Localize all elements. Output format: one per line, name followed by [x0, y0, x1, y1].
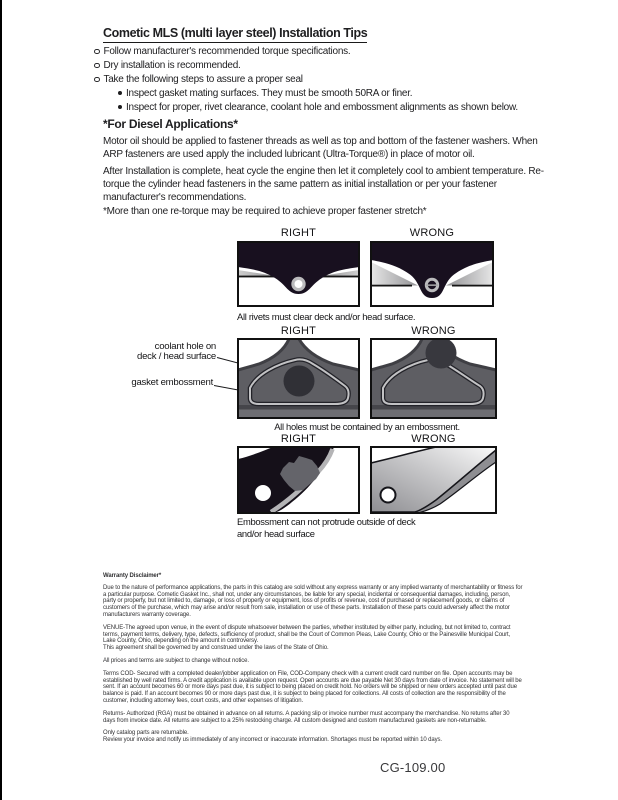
diesel-paragraph-1: Motor oil should be applied to fastener threads as well as top and bottom of the fastener washers. When ARP fasteners are used apply the included lubricant (Ultra-Torque®) in place of motor oil.	[103, 136, 538, 161]
open-bullet-icon	[94, 77, 100, 83]
legal-paragraph: Only catalog parts are returnable.	[103, 730, 189, 737]
diagram-protrusion-wrong	[370, 446, 497, 514]
tip-text: Take the following steps to assure a proper seal	[103, 74, 303, 85]
open-bullet-icon	[94, 49, 100, 55]
tip-text: Dry installation is recommended.	[103, 60, 241, 71]
tip-text: Follow manufacturer's recommended torque specifications.	[103, 46, 351, 57]
row1-caption: All rivets must clear deck and/or head surface.	[237, 311, 416, 322]
coolant-hole-icon	[284, 366, 315, 397]
installation-tips-list	[94, 45, 564, 115]
document-code: CG-109.00	[380, 760, 446, 775]
row3-caption	[237, 516, 415, 540]
tip-text: Inspect for proper, rivet clearance, coolant hole and embossment alignments as shown below.	[126, 102, 518, 113]
list-item	[118, 87, 564, 101]
diesel-section-heading: *For Diesel Applications*	[103, 117, 238, 131]
row1-right-label: RIGHT	[280, 227, 317, 239]
legal-paragraph: This agreement shall be governed by and construed under the laws of the State of Ohio.	[103, 645, 329, 652]
row3-wrong-label: WRONG	[411, 433, 456, 445]
open-bullet-icon	[94, 63, 100, 69]
row3-right-label: RIGHT	[280, 433, 317, 445]
legal-paragraph: Due to the nature of performance applications, the parts in this catalog are sold without any express warranty or any implied warranty of merchantability or fitness for a particular purpose. Cometic Gasket Inc., shall not, under any circumstances, be liable for any special, incidental or consequential damages, including, person, party or property, but not limited to, damage, or loss of property or equipment, loss of profits or revenue, cost of purchased or replacement goods, or claims of customers of the purchase, which may arise and/or result from sale, installation or use of these parts. Installation of these parts could adversely affect the motor manufacturers warranty coverage.	[103, 584, 523, 618]
coolant-hole-callout: deck / head surface	[137, 351, 216, 362]
row2-wrong-label: WRONG	[411, 325, 456, 337]
bolt-hole-icon	[381, 488, 396, 503]
bolt-hole-icon	[255, 485, 271, 501]
page-edge-line	[0, 0, 2, 800]
retorque-note: *More than one re-torque may be required to achieve proper fastener stretch*	[103, 206, 427, 217]
legal-paragraph: Terms COD- Secured with a completed dealer/jobber application on File, COD-Company check with a current credit card number on file. Open accounts may be established by well rated firms. A credit application is available upon request. Open accounts are due payable Net 30 days from date of invoice. No statement will be sent. If an account becomes 60 or more days past due, it is subject to being placed on credit hold. No orders will be shipped or new orders accepted until past due balance is paid. If an account becomes 90 or more days past due, it is subject to being placed for collections. All costs of collection are the responsibility of the customer, including attorney fees, court costs, and other expenses of litigation.	[103, 670, 522, 704]
legal-paragraph: Returns- Authorized (RGA) must be obtained in advance on all returns. A packing slip or invoice number must accompany the merchandise. No returns after 30 days from invoice date. All returns are subject to a 25% restocking charge. All custom designed and custom manufactured gaskets are non-returnable.	[103, 710, 510, 724]
legal-paragraph: Review your invoice and notify us immediately of any incorrect or inaccurate information. Shortages must be reported within 10 days.	[103, 737, 442, 744]
row3-caption-line1: Embossment can not protrude outside of deck	[237, 516, 416, 527]
filled-bullet-icon	[118, 91, 122, 95]
list-item	[94, 73, 564, 87]
page-title: Cometic MLS (multi layer steel) Installation Tips	[103, 26, 367, 43]
tip-text: Inspect gasket mating surfaces. They must be smooth 50RA or finer.	[126, 88, 413, 99]
diesel-paragraph-2: After Installation is complete, heat cycle the engine then let it completely cool to ambient temperature. Re-torque the cylinder head fasteners in the same pattern as initial installation or per your fastener manufacturer's recommendations.	[103, 166, 544, 204]
coolant-hole-icon	[426, 338, 457, 369]
legal-heading: Warranty Disclaimer*	[103, 573, 162, 579]
list-item	[94, 45, 564, 59]
list-item	[94, 59, 564, 73]
legal-paragraph: VENUE-The agreed upon venue, in the event of dispute whatsoever between the parties, whether instituted by either party, including, but not limited to, contract terms, payment terms, delivery, type, defects, sufficiency of product, shall be the Court of Common Pleas, Lake County, Ohio or the Painesville Municipal Court, Lake County, Ohio, depending on the amount in controversy.	[103, 624, 511, 645]
diagram-rivet-wrong	[370, 241, 494, 307]
diagram-protrusion-right	[237, 446, 360, 514]
legal-paragraph: All prices and terms are subject to change without notice.	[103, 657, 249, 664]
embossment-callout: gasket embossment	[131, 377, 213, 388]
filled-bullet-icon	[118, 105, 122, 109]
coolant-hole-callout: coolant hole on	[154, 341, 216, 352]
row2-right-label: RIGHT	[280, 325, 317, 337]
row3-caption-line2: and/or head surface	[237, 528, 315, 539]
diagram-coolant-wrong	[370, 338, 497, 419]
warranty-disclaimer-block	[103, 573, 523, 750]
diagram-coolant-right	[237, 338, 360, 419]
row2-caption: All holes must be contained by an embossment.	[274, 421, 460, 432]
row1-wrong-label: WRONG	[409, 227, 455, 239]
list-item	[118, 101, 564, 115]
diagram-rivet-right	[237, 241, 360, 307]
